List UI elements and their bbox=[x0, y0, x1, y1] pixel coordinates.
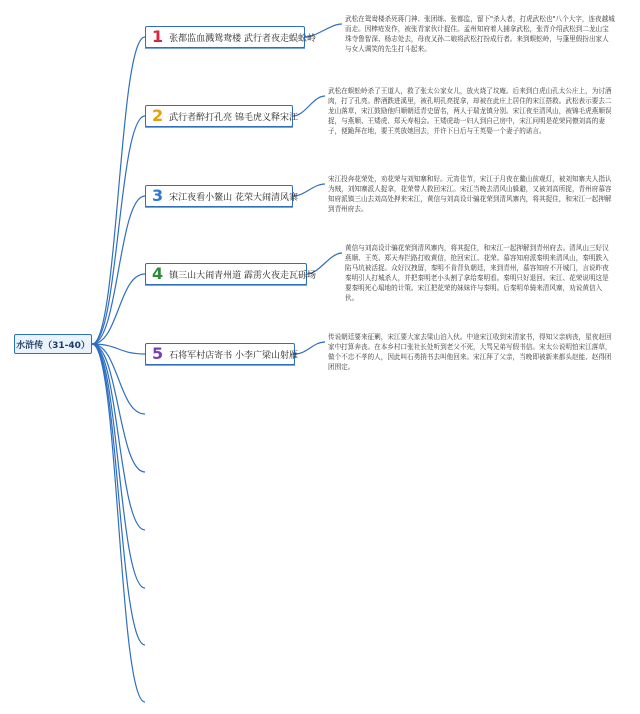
connector-note-5 bbox=[295, 342, 325, 354]
topic-2-note: 武松在蜈蚣岭杀了王道人，救了张太公家女儿，放火烧了坟庵。后来到白虎山孔太公庄上，为讨酒肉，打了孔亮。醉酒跌进溪里，被孔明孔亮捉拿，却被在此庄上居住的宋江搭救。武松表示要去二龙山落草，宋江鼓励他归顺朝廷青史留名，两人于瑞龙镇分别。宋江夜至清风山，被锦毛虎燕顺误捉，与燕顺、王矮虎、郑天寿相会。王矮虎劫一妇人到自己房中，宋江问明是花荣同僚刘高的妻子，便跪拜在地，要王英放她回去，并许下日后与王英娶一个妻子的诺言。 bbox=[328, 87, 612, 135]
topic-3-note: 宋江投奔花荣处，劝花荣与刘知寨和好。元宵佳节，宋江于月夜在鳌山前观灯，被刘知寨夫人指认为贼，刘知寨派人捉拿，花荣带人救回宋江。宋江当晚去清风山躲避，又被刘高所捉，青州府慕容知府派镇三山去刘高处押来宋江，黄信与刘高设计骗花荣到清风寨内，将其捉住，和宋江一起押解到青州府去。 bbox=[328, 175, 612, 213]
topic-5-title: 石将军村店寄书 小李广梁山射雁 bbox=[169, 350, 299, 361]
topic-4-number: 4 bbox=[152, 264, 164, 283]
topic-3[interactable] bbox=[145, 185, 299, 207]
root-label: 水浒传（31-40） bbox=[16, 340, 90, 351]
topic-1[interactable] bbox=[145, 26, 317, 48]
connector-topic-3 bbox=[92, 196, 145, 344]
topic-5-number: 5 bbox=[152, 344, 164, 363]
topic-1-number: 1 bbox=[152, 27, 164, 46]
topic-4-title: 镇三山大闹青州道 霹雳火夜走瓦砾场 bbox=[169, 270, 317, 281]
topic-2[interactable] bbox=[145, 105, 299, 127]
connector-empty-5 bbox=[92, 344, 145, 645]
topic-1-note: 武松在鸳鸯楼杀死蒋门神、张团练、张都监，留下"杀人者，打虎武松也"八个大字，连夜越城而走。因棒疮发作，被张青家伙计捉住。孟州知府着人捕拿武松，张青介绍武松到二龙山宝珠寺鲁智深、杨志处去，母夜叉孙二娘将武松打扮成行者。来到蜈蚣岭，与蓬里假扮出家人与女人调笑的先生打斗起来。 bbox=[345, 15, 615, 53]
topic-5-note: 传说朝廷要来征剿，宋江要大家去梁山泊入伙。中途宋江收到宋清家书，得知父亲病丧，星夜赶回家中打算奔丧。在本乡村口张社长处听到老父不死，大骂兄弟写假书信。宋太公说明怕宋江落草，做个不忠不孝的人，因此叫石勇捎书去叫他回来。宋江拜了父亲，当晚即被新来都头赵能、赵得团团围定。 bbox=[328, 333, 612, 371]
topic-3-number: 3 bbox=[152, 186, 164, 205]
topic-4-note: 黄信与刘高设计骗花荣到清风寨内，将其捉住，和宋江一起押解到青州府去。清风山三好汉燕顺、王英、郑天寿拦路打败黄信，抢回宋江、花荣。慕容知府派秦明来清风山，秦明跌入陷马坑被活捉。众好汉拽留，秦明不肯背负朝廷，来到青州，慕容知府不开城门，言说昨夜秦明引人打城杀人，并把秦明老小头割了拿给秦明看。秦明只好退回。宋江、花荣说明这是要秦明死心塌地的计策。宋江把花荣的妹妹许与秦明。后秦明单骑来清风寨，劝说黄信入伙。 bbox=[345, 244, 609, 302]
root-node[interactable] bbox=[14, 334, 92, 354]
topic-4[interactable] bbox=[145, 263, 317, 285]
topic-2-title: 武行者醉打孔亮 锦毛虎义释宋江 bbox=[169, 112, 299, 123]
topic-2-number: 2 bbox=[152, 106, 164, 125]
connector-empty-3 bbox=[92, 344, 145, 530]
topic-5[interactable] bbox=[145, 343, 299, 365]
topic-1-title: 张都监血溅鸳鸯楼 武行者夜走蜈蚣岭 bbox=[169, 33, 317, 44]
connector-topic-1 bbox=[92, 37, 145, 344]
topic-3-title: 宋江夜看小鳌山 花荣大闹清风寨 bbox=[169, 192, 299, 203]
connector-empty-2 bbox=[92, 344, 145, 472]
